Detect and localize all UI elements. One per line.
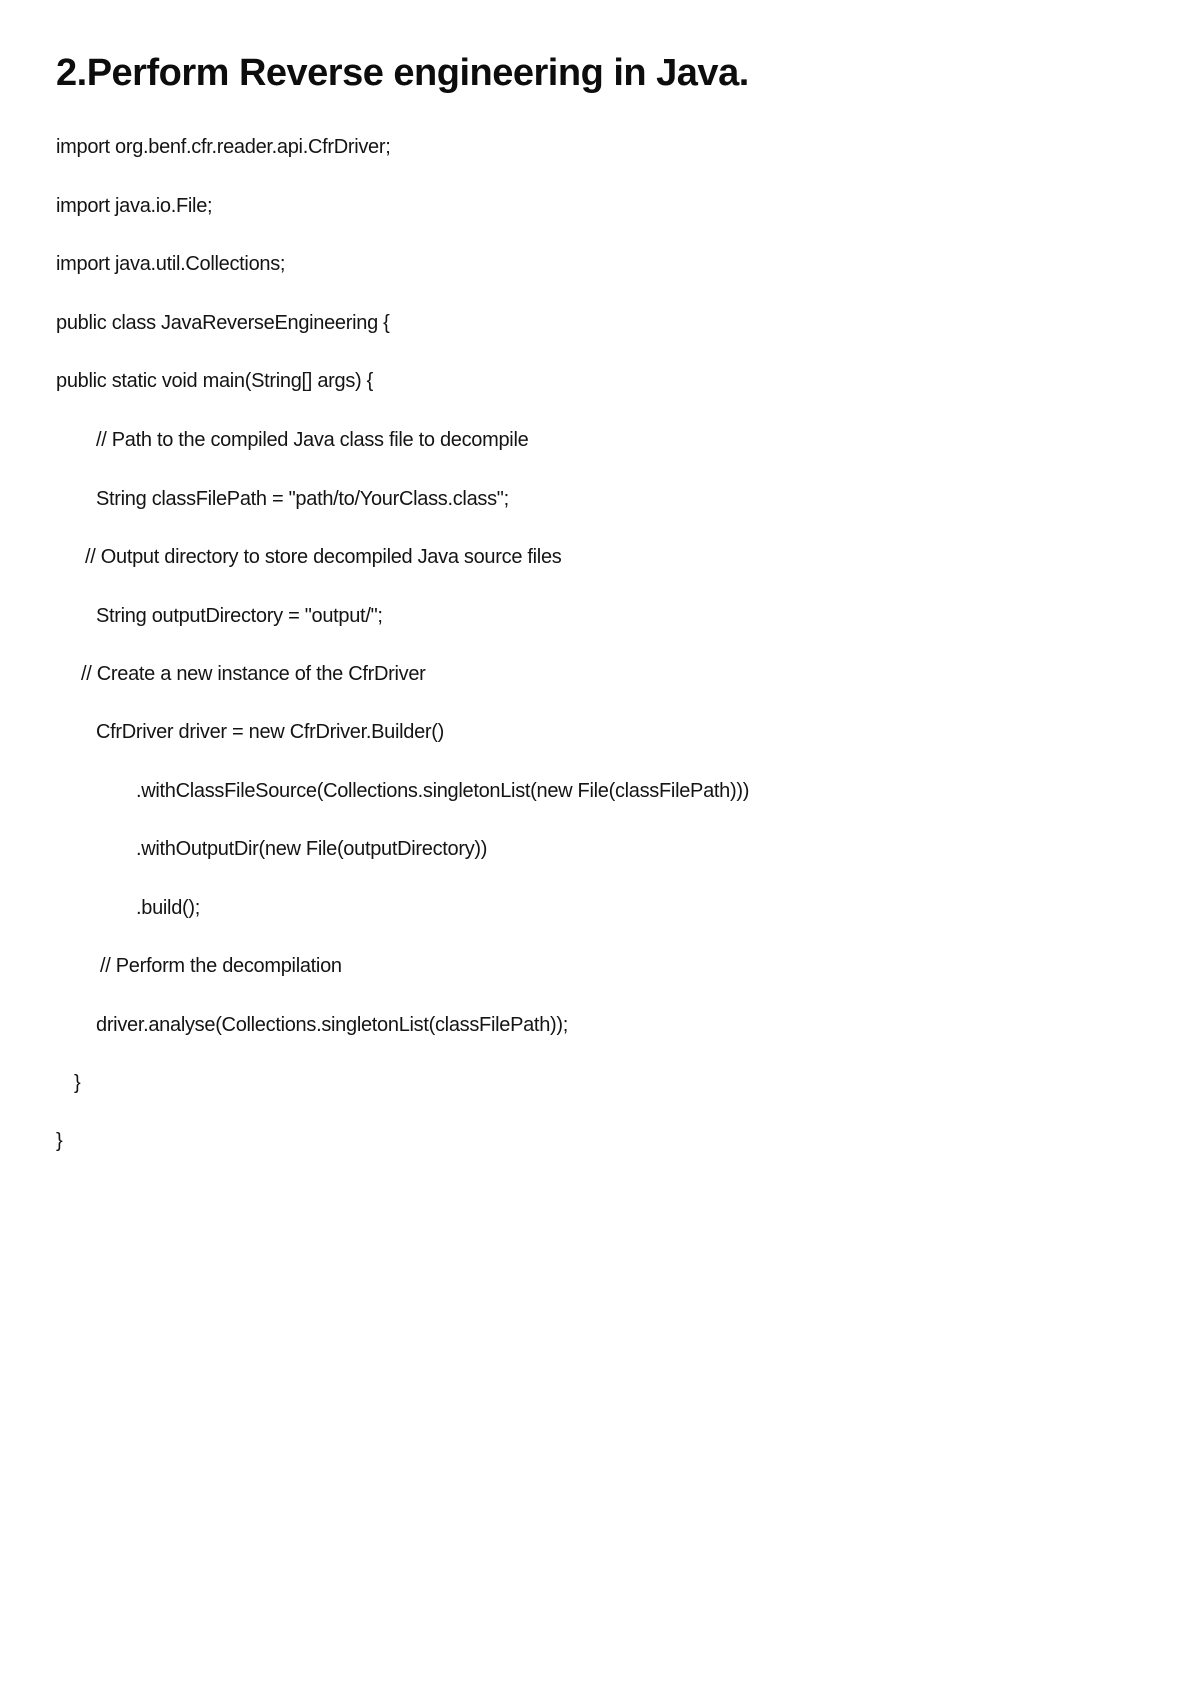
code-line-import-collections: import java.util.Collections; [56, 253, 286, 275]
code-line-classfilepath: String classFilePath = "path/to/YourClass.class"; [96, 488, 509, 510]
code-line-comment-create: // Create a new instance of the CfrDriver [81, 663, 426, 685]
code-line-comment-perform: // Perform the decompilation [100, 955, 342, 977]
code-line-comment-output: // Output directory to store decompiled Java source files [85, 546, 562, 568]
page-title: 2.Perform Reverse engineering in Java. [56, 52, 749, 94]
code-line-import-file: import java.io.File; [56, 195, 213, 217]
code-line-class-declaration: public class JavaReverseEngineering { [56, 312, 390, 334]
code-line-import-cfrdriver: import org.benf.cfr.reader.api.CfrDriver; [56, 136, 391, 158]
code-line-with-classfilesource: .withClassFileSource(Collections.singletonList(new File(classFilePath))) [136, 780, 750, 802]
code-line-driver-analyse: driver.analyse(Collections.singletonList(classFilePath)); [96, 1014, 568, 1036]
code-line-comment-path: // Path to the compiled Java class file to decompile [96, 429, 529, 451]
code-line-with-outputdir: .withOutputDir(new File(outputDirectory)) [136, 838, 488, 860]
code-line-outputdirectory: String outputDirectory = "output/"; [96, 605, 383, 627]
code-line-main-method: public static void main(String[] args) { [56, 370, 374, 392]
code-line-close-class: } [56, 1130, 63, 1152]
code-line-close-method: } [74, 1072, 81, 1094]
code-line-driver-builder: CfrDriver driver = new CfrDriver.Builder() [96, 721, 445, 743]
code-line-build: .build(); [136, 897, 200, 919]
